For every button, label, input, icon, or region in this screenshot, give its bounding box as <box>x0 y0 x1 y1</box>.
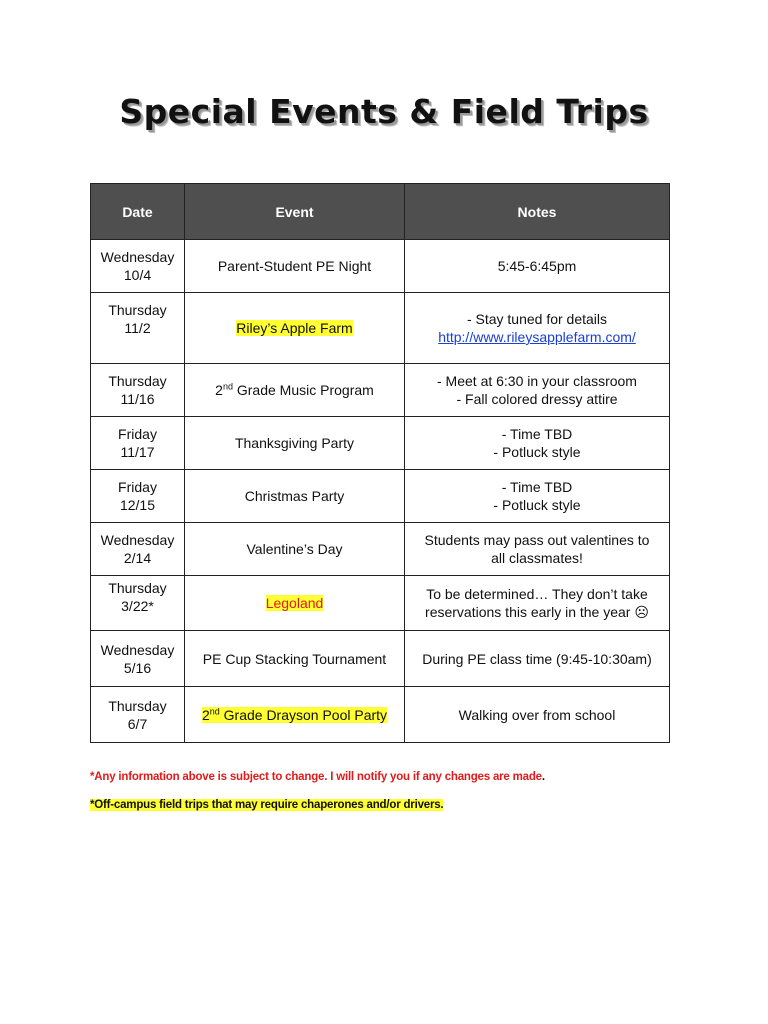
date-cell <box>91 364 185 417</box>
note-line: - Time TBD <box>501 426 573 442</box>
date-day: Wednesday <box>100 532 175 548</box>
table-header-row <box>91 184 670 240</box>
date-value: 11/17 <box>120 444 155 460</box>
event-cell <box>185 576 405 631</box>
date-value: 5/16 <box>123 659 152 676</box>
table-row <box>91 293 670 364</box>
date-day: Wednesday <box>100 249 175 265</box>
event-name: Parent-Student PE Night <box>217 258 372 274</box>
page-title: Special Events & Field Trips <box>119 92 649 131</box>
event-cell <box>185 240 405 293</box>
table-row <box>91 417 670 470</box>
note-line: - Meet at 6:30 in your classroom <box>437 373 637 389</box>
date-cell <box>91 417 185 470</box>
event-cell <box>185 631 405 687</box>
date-cell <box>91 631 185 687</box>
footnote-change-notice: *Any information above is subject to change. I will notify you if any changes are made. <box>90 771 545 783</box>
notes-cell <box>405 631 670 687</box>
note-line: - Fall colored dressy attire <box>456 391 618 407</box>
notes-cell <box>405 523 670 576</box>
date-value: 11/16 <box>120 391 155 407</box>
header-notes: Notes <box>405 184 670 240</box>
note-line: reservations this early in the year ☹ <box>425 604 649 620</box>
event-name: Valentine’s Day <box>246 541 343 557</box>
event-name: 2nd Grade Drayson Pool Party <box>201 705 388 723</box>
notes-cell <box>405 576 670 631</box>
event-cell <box>185 417 405 470</box>
date-cell <box>91 687 185 743</box>
date-value: 6/7 <box>127 715 148 732</box>
note-line: Students may pass out valentines to <box>424 532 650 548</box>
date-cell <box>91 293 185 364</box>
footnote-field-trips: *Off-campus field trips that may require chaperones and/or drivers. <box>90 799 444 811</box>
header-event: Event <box>185 184 405 240</box>
note-line: - Potluck style <box>493 444 581 460</box>
date-day: Friday <box>118 479 157 495</box>
event-cell <box>185 470 405 523</box>
note-line: - Stay tuned for details <box>466 311 608 327</box>
event-name: PE Cup Stacking Tournament <box>202 650 387 667</box>
date-value: 3/22* <box>121 598 154 614</box>
date-day: Friday <box>118 426 157 442</box>
event-name: Legoland <box>265 595 324 611</box>
date-day: Wednesday <box>100 641 175 658</box>
date-day: Thursday <box>108 302 167 318</box>
date-day: Thursday <box>108 373 167 389</box>
note-line: During PE class time (9:45-10:30am) <box>422 650 652 667</box>
event-cell <box>185 293 405 364</box>
event-name: 2nd Grade Music Program <box>215 381 374 398</box>
event-cell <box>185 523 405 576</box>
note-line: - Time TBD <box>501 479 573 495</box>
event-name: Riley’s Apple Farm <box>236 320 353 336</box>
event-name: Thanksgiving Party <box>234 435 355 451</box>
table-row <box>91 364 670 417</box>
date-cell <box>91 470 185 523</box>
note-line: To be determined… They don’t take <box>426 586 648 602</box>
date-cell <box>91 576 185 631</box>
notes-cell <box>405 417 670 470</box>
note-line: all classmates! <box>491 550 583 566</box>
notes-cell <box>405 240 670 293</box>
date-value: 12/15 <box>119 497 156 513</box>
date-day: Thursday <box>108 580 167 596</box>
events-table <box>90 183 670 743</box>
note-line: 5:45-6:45pm <box>497 258 577 274</box>
notes-cell <box>405 470 670 523</box>
notes-cell <box>405 293 670 364</box>
date-cell <box>91 240 185 293</box>
notes-cell <box>405 687 670 743</box>
date-value: 11/2 <box>124 320 151 336</box>
table-row <box>91 240 670 293</box>
table-row <box>91 576 670 631</box>
header-date: Date <box>91 184 185 240</box>
table-row <box>91 687 670 743</box>
event-name: Christmas Party <box>244 488 345 504</box>
date-value: 2/14 <box>123 550 152 566</box>
date-cell <box>91 523 185 576</box>
note-line: Walking over from school <box>458 706 616 723</box>
table-row <box>91 470 670 523</box>
date-value: 10/4 <box>123 267 152 283</box>
event-cell <box>185 687 405 743</box>
table-row <box>91 631 670 687</box>
date-day: Thursday <box>108 697 167 714</box>
note-line: - Potluck style <box>493 497 581 513</box>
event-cell <box>185 364 405 417</box>
notes-cell <box>405 364 670 417</box>
table-row <box>91 523 670 576</box>
apple-farm-link[interactable]: http://www.rileysapplefarm.com/ <box>438 329 636 345</box>
